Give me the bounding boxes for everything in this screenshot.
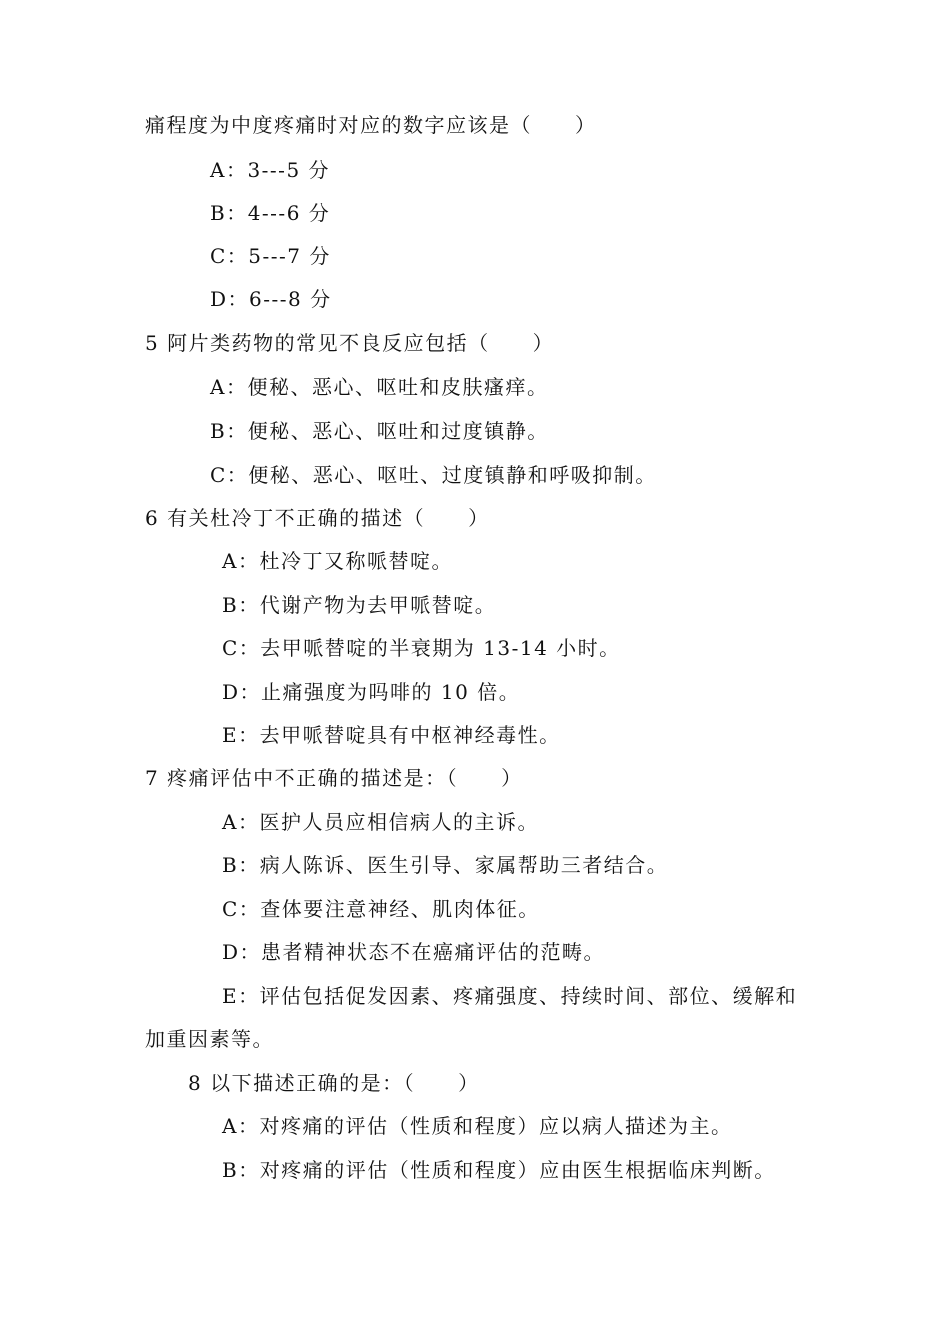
q7-option-b: B：病人陈诉、医生引导、家属帮助三者结合。 [222,853,669,877]
q8-option-b: B：对疼痛的评估（性质和程度）应由医生根据临床判断。 [222,1158,776,1182]
q7-option-e-continuation: 加重因素等。 [145,1027,274,1051]
q5-option-c: C：便秘、恶心、呕吐、过度镇静和呼吸抑制。 [210,463,657,487]
q7-option-a: A：医护人员应相信病人的主诉。 [222,810,539,834]
q4-option-c: C：5---7 分 [210,244,331,268]
question-6-stem: 6 有关杜冷丁不正确的描述（ ） [145,506,490,530]
q4-option-a: A：3---5 分 [210,158,331,182]
q5-option-a: A：便秘、恶心、呕吐和皮肤瘙痒。 [210,375,549,399]
q7-option-c: C：查体要注意神经、肌肉体征。 [222,897,540,921]
q6-option-e: E：去甲哌替啶具有中枢神经毒性。 [222,723,561,747]
question-8-stem: 8 以下描述正确的是：（ ） [188,1071,480,1095]
q6-option-b: B：代谢产物为去甲哌替啶。 [222,593,497,617]
q4-option-b: B：4---6 分 [210,201,331,225]
q5-option-b: B：便秘、恶心、呕吐和过度镇静。 [210,419,549,443]
q7-option-d: D：患者精神状态不在癌痛评估的范畴。 [222,940,606,964]
q6-option-c: C：去甲哌替啶的半衰期为 13-14 小时。 [222,636,621,660]
q4-option-d: D：6---8 分 [210,287,332,311]
q6-option-d: D：止痛强度为吗啡的 10 倍。 [222,680,521,704]
question-5-stem: 5 阿片类药物的常见不良反应包括（ ） [145,331,555,355]
q8-option-a: A：对疼痛的评估（性质和程度）应以病人描述为主。 [222,1114,733,1138]
q6-option-a: A：杜冷丁又称哌替啶。 [222,549,453,573]
q7-option-e: E：评估包括促发因素、疼痛强度、持续时间、部位、缓解和 [222,984,798,1008]
question-4-stem-continuation: 痛程度为中度疼痛时对应的数字应该是（ ） [145,113,597,137]
question-7-stem: 7 疼痛评估中不正确的描述是：（ ） [145,766,523,790]
